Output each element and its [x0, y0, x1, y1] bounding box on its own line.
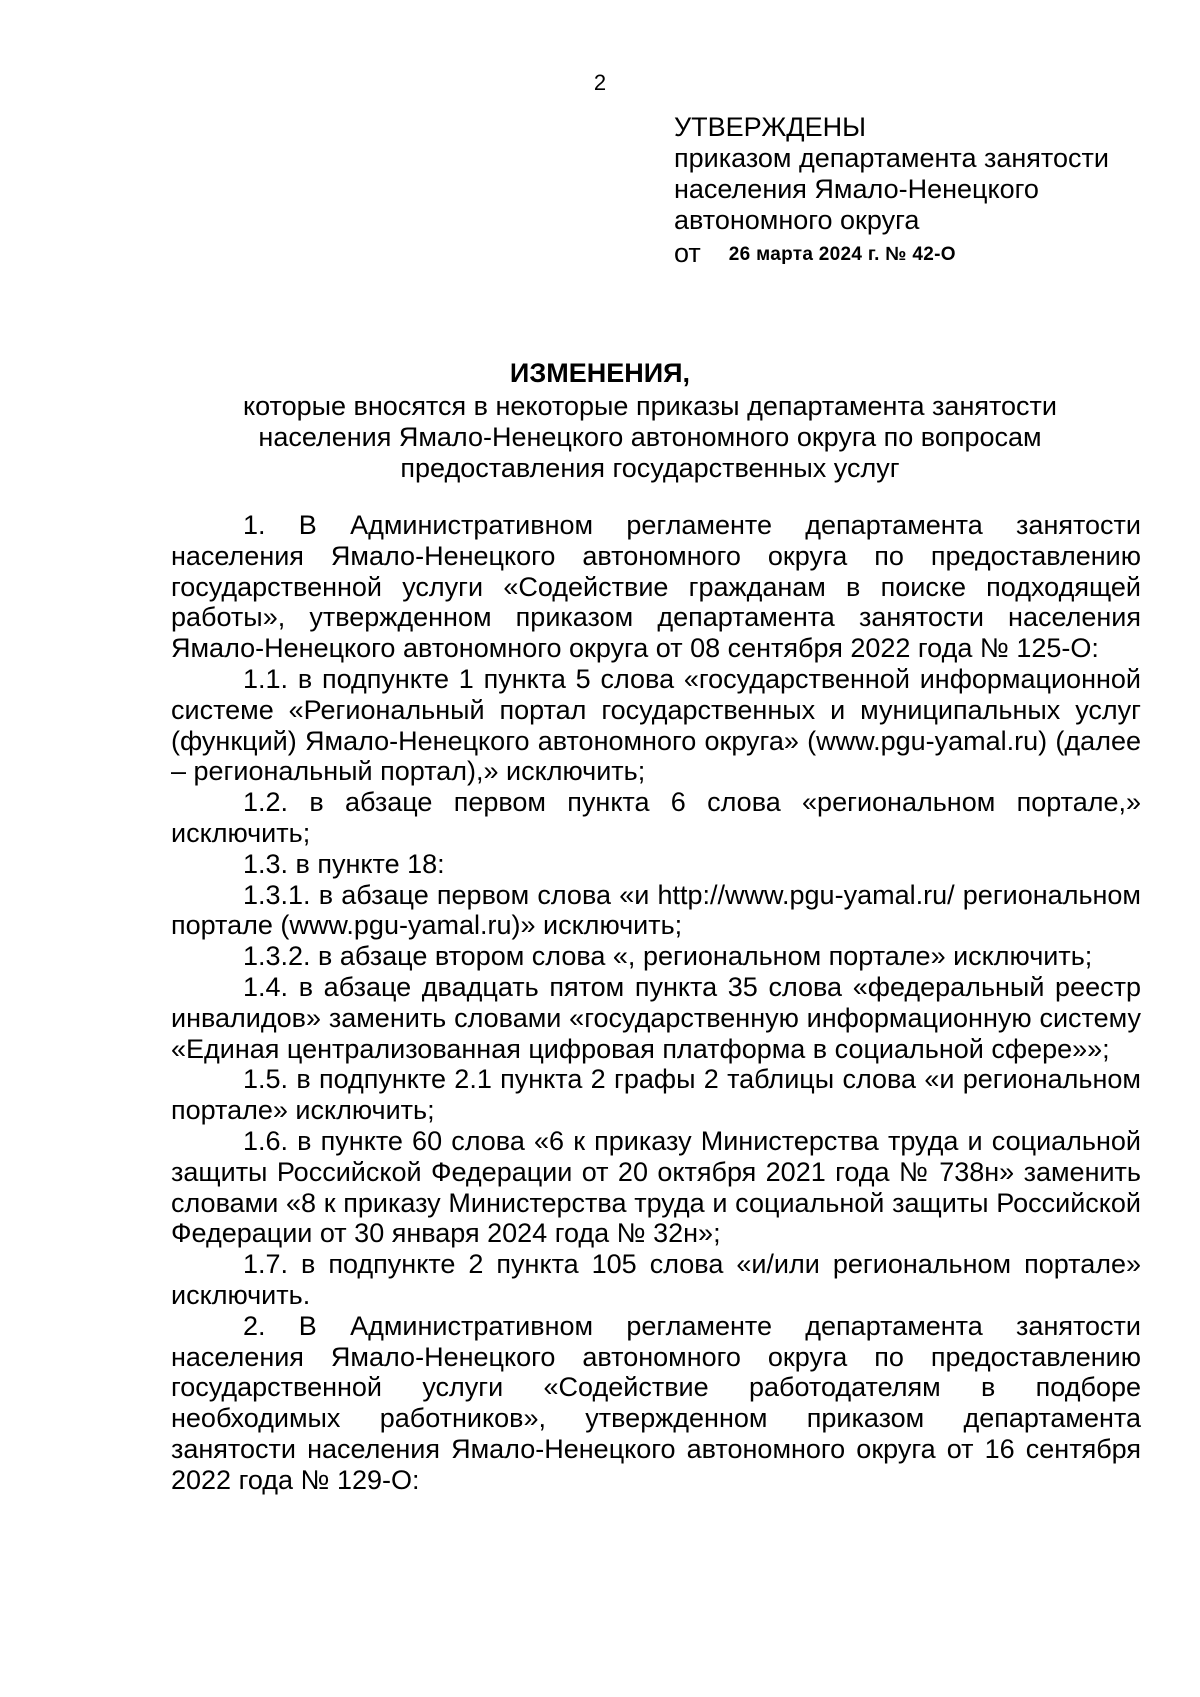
- paragraph-1-3: 1.3. в пункте 18:: [243, 848, 445, 879]
- paragraph-1-3-1: 1.3.1. в абзаце первом слова «и http://www.pgu-yamal.ru/ региональном портале (www.pgu-yamal.ru)» исключить;: [171, 879, 1141, 941]
- paragraph-1-5: 1.5. в подпункте 2.1 пункта 2 графы 2 таблицы слова «и региональном портале» исключить;: [171, 1064, 1141, 1126]
- paragraph-1: 1. В Административном регламенте департамента занятости населения Ямало-Ненецкого автономного округа по предоставлению государственной услуги «Содействие гражданам в поиске подходящей работы», утвержденном приказом департамента занятости населения Ямало-Ненецкого автономного округа от 08 сентября 2022 года № 125-О:: [171, 510, 1141, 664]
- subtitle-line: населения Ямало-Ненецкого автономного округа по вопросам: [258, 422, 1042, 452]
- approval-line: приказом департамента занятости: [674, 143, 1109, 173]
- paragraph-1-1: 1.1. в подпункте 1 пункта 5 слова «государственной информационной системе «Региональный портал государственных и муниципальных услуг (функций) Ямало-Ненецкого автономного округа» (www.pgu-yamal.ru) (далее – региональный портал),» исключить;: [171, 663, 1141, 787]
- approval-line: автономного округа: [674, 205, 920, 235]
- approval-date-stamp: 26 марта 2024 г. № 42-О: [728, 244, 956, 265]
- paragraph-1-4: 1.4. в абзаце двадцать пятом пункта 35 слова «федеральный реестр инвалидов» заменить словами «государственную информационную систему «Единая централизованная цифровая платформа в социальной сфере»»;: [171, 971, 1141, 1064]
- paragraph-1-3-2: 1.3.2. в абзаце втором слова «, региональном портале» исключить;: [243, 941, 1093, 972]
- approval-heading: УТВЕРЖДЕНЫ: [674, 112, 866, 142]
- paragraph-1-6: 1.6. в пункте 60 слова «6 к приказу Министерства труда и социальной защиты Российской Федерации от 20 октября 2021 года № 738н» заменить словами «8 к приказу Министерства труда и социальной защиты Российской Федерации от 30 января 2024 года № 32н»;: [171, 1125, 1141, 1249]
- document-subtitle: [220, 391, 1080, 484]
- document-body: [171, 510, 1141, 1496]
- approval-date-row: [674, 238, 1154, 270]
- paragraph-1-7: 1.7. в подпункте 2 пункта 105 слова «и/или региональном портале» исключить.: [171, 1249, 1141, 1310]
- subtitle-line: которые вносятся в некоторые приказы департамента занятости: [242, 391, 1058, 421]
- subtitle-line: предоставления государственных услуг: [400, 453, 900, 483]
- approval-block: [674, 112, 1154, 270]
- paragraph-1-2: 1.2. в абзаце первом пункта 6 слова «региональном портале,» исключить;: [171, 787, 1141, 848]
- approval-line: населения Ямало-Ненецкого: [674, 174, 1039, 204]
- approval-date-prefix: от: [674, 238, 701, 268]
- paragraph-2: 2. В Административном регламенте департамента занятости населения Ямало-Ненецкого автономного округа по предоставлению государственной услуги «Содействие работодателям в подборе необходимых работников», утвержденном приказом департамента занятости населения Ямало-Ненецкого автономного округа от 16 сентября 2022 года № 129-О:: [171, 1310, 1141, 1495]
- page-number: 2: [593, 70, 607, 95]
- document-title: ИЗМЕНЕНИЯ,: [509, 358, 691, 388]
